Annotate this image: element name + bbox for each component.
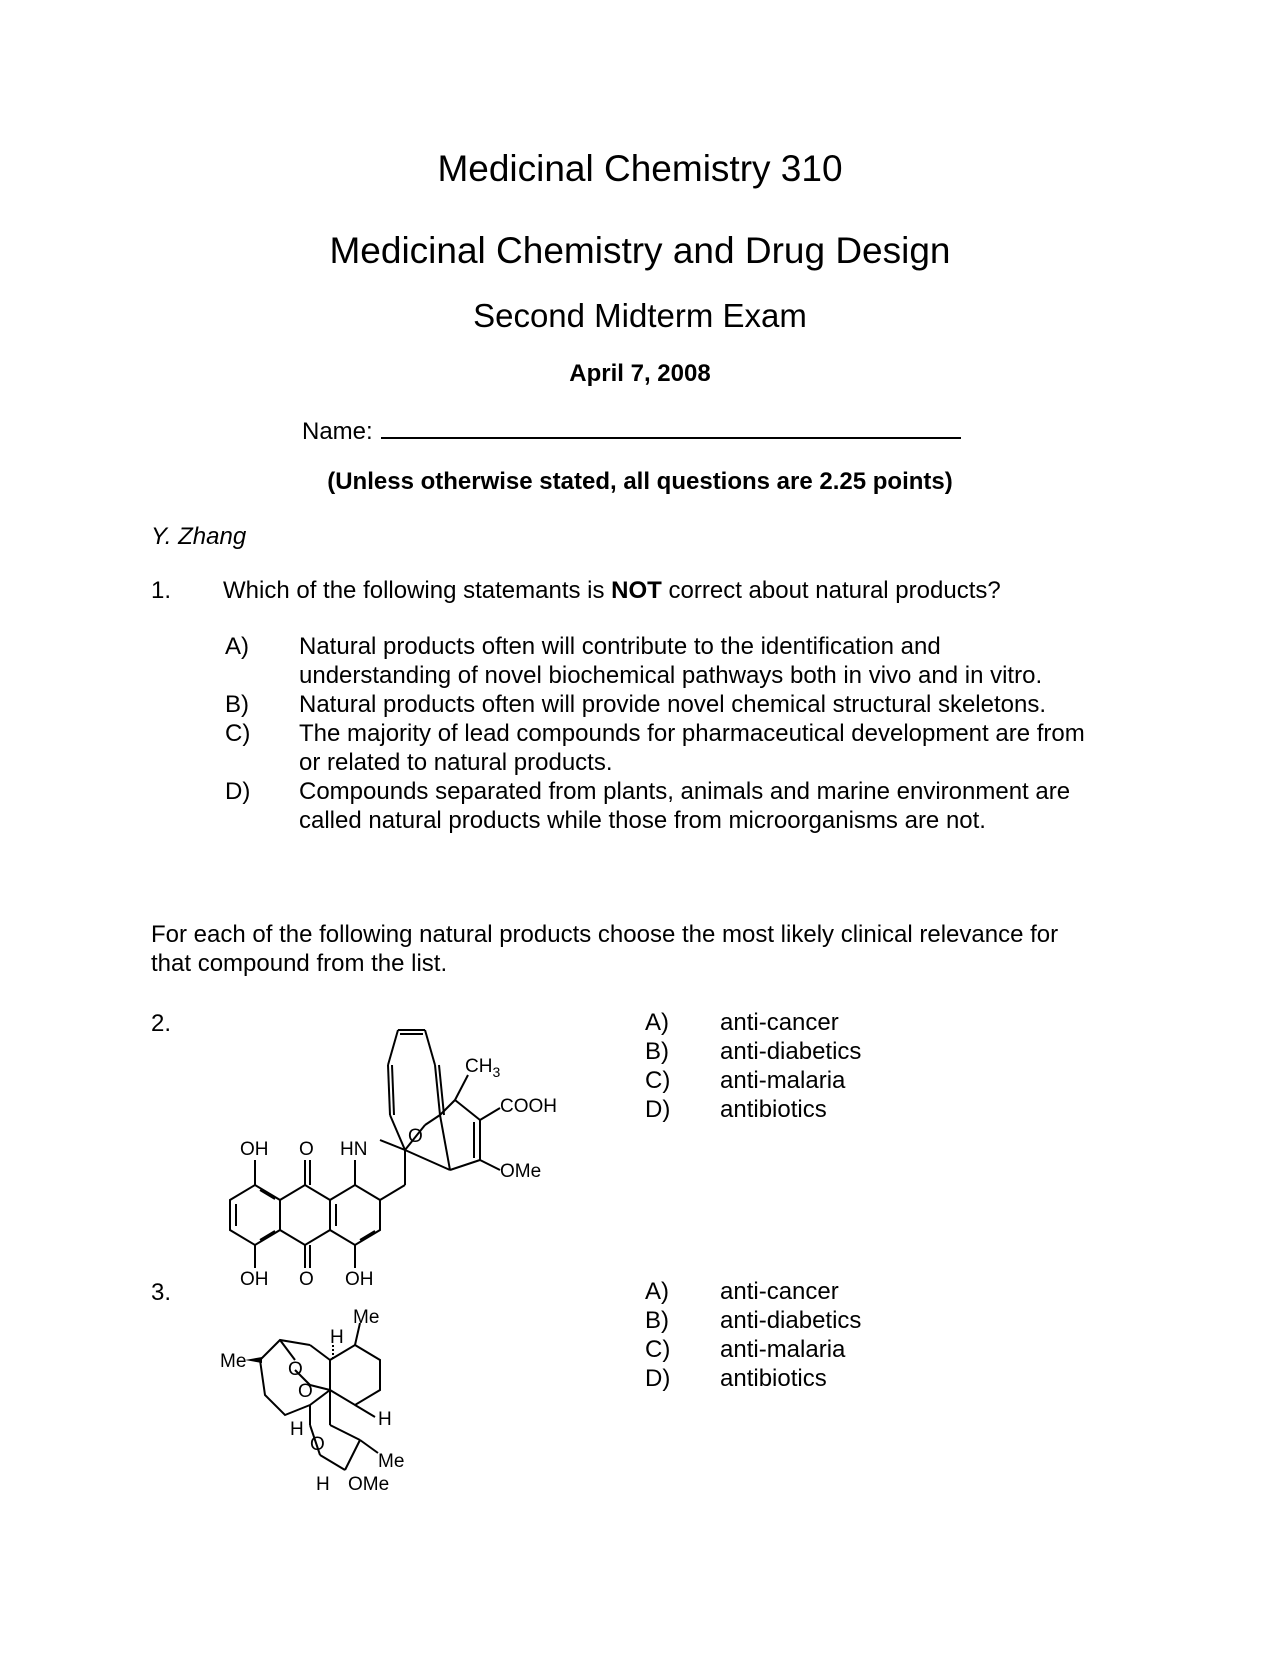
q2-label-oh-bottom-left: OH	[240, 1269, 269, 1285]
q2-label-o-top: O	[299, 1139, 314, 1160]
q3-option-d-text: antibiotics	[720, 1365, 827, 1392]
q1-number: 1.	[151, 577, 172, 604]
name-field[interactable]	[302, 415, 961, 446]
q3-label-h-bottom: H	[316, 1474, 330, 1495]
q1-stem-end: correct about natural products?	[661, 577, 1001, 604]
q2-label-o-bottom: O	[299, 1269, 314, 1285]
course-title: Medicinal Chemistry and Drug Design	[329, 230, 951, 271]
q2-option-d-text: antibiotics	[720, 1096, 827, 1123]
course-number: Medicinal Chemistry 310	[437, 148, 843, 189]
q3-option-c-text: anti-malaria	[720, 1336, 846, 1363]
q3-label-h-top: H	[330, 1327, 344, 1348]
q2-label-cooh: COOH	[500, 1096, 557, 1117]
q1-option-c-letter[interactable]: C)	[225, 720, 251, 747]
q3-label-ome-bottom: OMe	[348, 1474, 390, 1495]
q1-option-d-line2: called natural products while those from microorganisms are not.	[299, 807, 986, 834]
q1-stem	[223, 576, 1001, 605]
q2-label-oh-top: OH	[240, 1139, 269, 1160]
q2-number: 2.	[151, 1010, 172, 1037]
points-note: (Unless otherwise stated, all questions are 2.25 points)	[327, 468, 953, 495]
q3-option-a-text: anti-cancer	[720, 1278, 839, 1305]
q1-option-a-line1: Natural products often will contribute to the identification and	[299, 633, 941, 660]
q2-label-ome: OMe	[500, 1161, 542, 1182]
q3-structure-labels	[220, 1307, 404, 1495]
q3-option-c-letter[interactable]: C)	[645, 1336, 671, 1363]
q1-option-b-letter[interactable]: B)	[225, 691, 249, 718]
q2-option-b-text: anti-diabetics	[720, 1038, 862, 1065]
q3-label-h-left: H	[290, 1419, 304, 1440]
q3-structure-artemether	[220, 1285, 440, 1495]
q1-stem-emphasis: NOT	[611, 577, 662, 604]
q1-option-c-line1: The majority of lead compounds for pharmaceutical development are from	[299, 720, 1085, 747]
author: Y. Zhang	[151, 523, 247, 550]
q2-option-c-letter[interactable]: C)	[645, 1067, 671, 1094]
q2-label-hn: HN	[340, 1139, 368, 1160]
q2-option-a-text: anti-cancer	[720, 1009, 839, 1036]
q2-option-a-letter[interactable]: A)	[645, 1009, 669, 1036]
q1-option-d-line1: Compounds separated from plants, animals and marine environment are	[299, 778, 1071, 805]
q1-option-a-line2: understanding of novel biochemical pathways both in vivo and in vitro.	[299, 662, 1043, 689]
q1-option-d-letter[interactable]: D)	[225, 778, 251, 805]
q3-label-me-left: Me	[220, 1351, 247, 1372]
q2-option-d-letter[interactable]: D)	[645, 1096, 671, 1123]
q3-option-b-letter[interactable]: B)	[645, 1307, 669, 1334]
q2-structure-labels	[240, 1056, 557, 1285]
q3-label-h-right: H	[378, 1409, 392, 1430]
q3-option-d-letter[interactable]: D)	[645, 1365, 671, 1392]
q3-option-b-text: anti-diabetics	[720, 1307, 862, 1334]
q3-option-a-letter[interactable]: A)	[645, 1278, 669, 1305]
q3-label-peroxide-o1: O	[288, 1359, 303, 1380]
q2-structure-dynemicin	[210, 1020, 590, 1285]
q3-label-o-ring: O	[310, 1434, 325, 1455]
exam-date: April 7, 2008	[569, 360, 711, 387]
instructions-line1: For each of the following natural products choose the most likely clinical relevance for	[151, 921, 1059, 948]
exam-title: Second Midterm Exam	[473, 297, 807, 334]
q1-option-a-letter[interactable]: A)	[225, 633, 249, 660]
q3-wedge-me	[245, 1357, 262, 1363]
q3-label-me-bottom: Me	[378, 1451, 405, 1472]
name-blank-line[interactable]	[381, 415, 961, 439]
q2-option-b-letter[interactable]: B)	[645, 1038, 669, 1065]
q1-stem-start: Which of the following statemants is	[223, 577, 612, 604]
q2-option-c-text: anti-malaria	[720, 1067, 846, 1094]
q2-label-epoxide-o: O	[408, 1126, 423, 1147]
q3-label-me-top: Me	[353, 1307, 380, 1328]
q1-option-c-line2: or related to natural products.	[299, 749, 613, 776]
q1-option-b-line1: Natural products often will provide novel chemical structural skeletons.	[299, 691, 1047, 718]
q2-label-ch3: $CH_3$	[465, 1056, 501, 1080]
q3-label-peroxide-o2: O	[298, 1381, 313, 1402]
q3-number: 3.	[151, 1279, 172, 1306]
instructions-line2: that compound from the list.	[151, 950, 448, 977]
q2-label-oh-bottom-right: OH	[345, 1269, 374, 1285]
name-label: Name:	[302, 418, 373, 445]
